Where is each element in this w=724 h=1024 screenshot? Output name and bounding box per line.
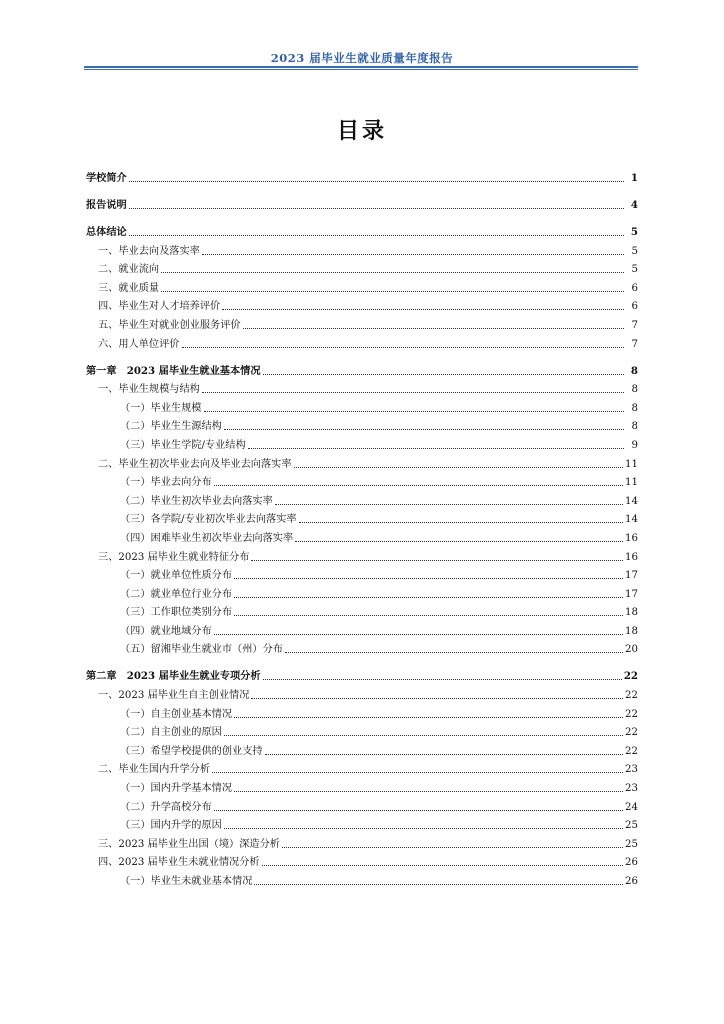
- toc-entry-page: 17: [625, 588, 638, 600]
- toc-entry[interactable]: [86, 834, 638, 853]
- toc-entry-label: （一）毕业去向分布: [120, 477, 212, 489]
- toc-entry-page: 22: [625, 745, 638, 757]
- toc-entry-label: （一）就业单位性质分布: [120, 570, 233, 582]
- toc-dot-leader: [204, 411, 625, 412]
- toc-entry[interactable]: [86, 640, 638, 659]
- toc-dot-leader: [212, 772, 623, 773]
- toc-entry[interactable]: [86, 187, 638, 214]
- toc-dot-leader: [285, 652, 623, 653]
- table-of-contents: [86, 160, 638, 890]
- toc-entry[interactable]: [86, 528, 638, 547]
- toc-entry-page: 6: [631, 301, 638, 313]
- toc-entry-label: （四）困难毕业生初次毕业去向落实率: [120, 532, 294, 544]
- toc-entry-label: （三）工作职位类别分布: [120, 607, 233, 619]
- toc-dot-leader: [248, 448, 624, 449]
- toc-entry-page: 16: [625, 551, 638, 563]
- toc-entry[interactable]: [86, 797, 638, 816]
- toc-entry-label: 一、毕业生规模与结构: [98, 384, 200, 396]
- toc-entry[interactable]: [86, 454, 638, 473]
- toc-entry[interactable]: [86, 214, 638, 241]
- toc-dot-leader: [224, 735, 623, 736]
- toc-entry-label: （二）自主创业的原因: [120, 727, 222, 739]
- toc-entry[interactable]: [86, 160, 638, 187]
- toc-dot-leader: [254, 884, 623, 885]
- toc-dot-leader: [265, 754, 623, 755]
- toc-dot-leader: [214, 810, 623, 811]
- toc-entry-label: （一）毕业生规模: [120, 402, 202, 414]
- toc-dot-leader: [299, 522, 623, 523]
- toc-entry-label: 二、毕业生初次毕业去向及毕业去向落实率: [98, 458, 292, 470]
- toc-entry-page: 11: [625, 458, 638, 470]
- toc-entry[interactable]: [86, 871, 638, 890]
- toc-dot-leader: [202, 254, 624, 255]
- toc-entry-page: 8: [631, 384, 638, 396]
- toc-entry-label: （五）留湘毕业生就业市（州）分布: [120, 644, 283, 656]
- toc-dot-leader: [224, 429, 624, 430]
- header-rule: [84, 66, 638, 68]
- toc-dot-leader: [295, 541, 623, 542]
- toc-entry-label: 二、就业流向: [98, 264, 160, 276]
- toc-dot-leader: [234, 615, 623, 616]
- toc-dot-leader: [234, 578, 623, 579]
- toc-entry[interactable]: [86, 380, 638, 399]
- toc-entry-label: （二）毕业生生源结构: [120, 421, 222, 433]
- toc-dot-leader: [224, 828, 623, 829]
- toc-entry-page: 18: [625, 607, 638, 619]
- toc-entry-label: （四）就业地域分布: [120, 625, 212, 637]
- toc-entry-page: 9: [631, 439, 638, 451]
- toc-dot-leader: [182, 347, 625, 348]
- toc-entry[interactable]: [86, 723, 638, 742]
- toc-dot-leader: [251, 698, 623, 699]
- toc-entry-page: 17: [625, 570, 638, 582]
- toc-entry-page: 8: [631, 402, 638, 414]
- toc-dot-leader: [214, 634, 623, 635]
- toc-entry[interactable]: [86, 603, 638, 622]
- toc-entry[interactable]: [86, 741, 638, 760]
- toc-entry-page: 26: [625, 876, 638, 887]
- toc-entry[interactable]: [86, 278, 638, 297]
- toc-entry[interactable]: [86, 685, 638, 704]
- toc-entry-label: （三）毕业生学院/专业结构: [120, 439, 246, 451]
- toc-entry-label: 第一章 2023 届毕业生就业基本情况: [86, 364, 261, 377]
- toc-entry-page: 5: [631, 264, 638, 276]
- toc-dot-leader: [129, 208, 624, 209]
- toc-entry[interactable]: [86, 334, 638, 353]
- toc-entry-page: 22: [625, 727, 638, 739]
- toc-entry-label: （二）毕业生初次毕业去向落实率: [120, 495, 273, 507]
- header-rule-thin: [84, 69, 638, 70]
- toc-entry-label: 五、毕业生对就业创业服务评价: [98, 319, 241, 331]
- toc-entry-page: 14: [625, 495, 638, 507]
- toc-entry[interactable]: [86, 241, 638, 260]
- toc-entry-page: 7: [631, 338, 638, 350]
- toc-dot-leader: [243, 328, 624, 329]
- toc-entry[interactable]: [86, 435, 638, 454]
- toc-entry-label: 总体结论: [86, 226, 127, 238]
- toc-entry[interactable]: [86, 704, 638, 723]
- toc-dot-leader: [263, 374, 624, 375]
- toc-dot-leader: [234, 717, 623, 718]
- toc-entry-page: 22: [625, 690, 638, 702]
- toc-entry-page: 23: [625, 783, 638, 795]
- toc-dot-leader: [129, 235, 624, 236]
- toc-entry-label: 四、2023 届毕业生未就业情况分析: [98, 857, 260, 869]
- toc-entry-label: （一）毕业生未就业基本情况: [120, 876, 253, 887]
- toc-entry-page: 22: [625, 708, 638, 720]
- toc-entry-page: 14: [625, 514, 638, 526]
- toc-entry[interactable]: [86, 315, 638, 334]
- toc-entry-label: 三、2023 届毕业生出国（境）深造分析: [98, 838, 280, 850]
- toc-entry-label: （三）各学院/专业初次毕业去向落实率: [120, 514, 297, 526]
- toc-entry-label: 一、2023 届毕业生自主创业情况: [98, 690, 250, 702]
- toc-entry-page: 23: [625, 764, 638, 776]
- toc-entry-label: （一）国内升学基本情况: [120, 783, 233, 795]
- toc-dot-leader: [282, 847, 623, 848]
- toc-entry-page: 8: [631, 421, 638, 433]
- toc-entry-page: 25: [625, 838, 638, 850]
- toc-entry[interactable]: [86, 778, 638, 797]
- toc-entry-label: 报告说明: [86, 199, 127, 211]
- toc-entry-label: 学校简介: [86, 172, 127, 184]
- toc-dot-leader: [234, 791, 623, 792]
- toc-entry[interactable]: [86, 491, 638, 510]
- toc-entry-page: 6: [631, 282, 638, 294]
- toc-entry[interactable]: [86, 547, 638, 566]
- toc-entry-page: 1: [630, 172, 638, 184]
- toc-entry[interactable]: [86, 260, 638, 279]
- toc-dot-leader: [129, 181, 624, 182]
- toc-entry[interactable]: [86, 816, 638, 835]
- toc-entry-page: 4: [630, 199, 638, 211]
- toc-entry-label: 二、毕业生国内升学分析: [98, 764, 211, 776]
- toc-dot-leader: [222, 309, 624, 310]
- toc-entry[interactable]: [86, 658, 638, 685]
- toc-dot-leader: [275, 504, 623, 505]
- toc-dot-leader: [161, 272, 624, 273]
- toc-entry-label: 三、2023 届毕业生就业特征分布: [98, 551, 250, 563]
- toc-dot-leader: [294, 467, 623, 468]
- toc-entry-label: 四、毕业生对人才培养评价: [98, 301, 221, 313]
- toc-entry[interactable]: [86, 473, 638, 492]
- toc-entry-label: 三、就业质量: [98, 282, 160, 294]
- toc-entry-page: 25: [625, 820, 638, 832]
- toc-dot-leader: [161, 291, 624, 292]
- toc-entry-page: 5: [631, 245, 638, 257]
- toc-entry-label: 一、毕业去向及落实率: [98, 245, 200, 257]
- toc-entry[interactable]: [86, 584, 638, 603]
- toc-entry[interactable]: [86, 353, 638, 380]
- toc-dot-leader: [263, 679, 622, 680]
- toc-entry-page: 5: [630, 226, 638, 238]
- toc-entry-label: （三）希望学校提供的创业支持: [120, 745, 263, 757]
- toc-entry-page: 16: [625, 532, 638, 544]
- toc-entry-page: 22: [623, 670, 638, 683]
- toc-dot-leader: [234, 597, 623, 598]
- toc-entry-page: 7: [631, 319, 638, 331]
- toc-entry-page: 18: [625, 625, 638, 637]
- toc-entry-label: （一）自主创业基本情况: [120, 708, 233, 720]
- toc-dot-leader: [214, 485, 623, 486]
- toc-entry[interactable]: [86, 417, 638, 436]
- toc-entry-label: （二）就业单位行业分布: [120, 588, 233, 600]
- toc-entry[interactable]: [86, 297, 638, 316]
- toc-entry-page: 20: [625, 644, 638, 656]
- toc-dot-leader: [251, 560, 623, 561]
- toc-entry[interactable]: [86, 760, 638, 779]
- toc-dot-leader: [202, 392, 624, 393]
- toc-entry-page: 24: [625, 801, 638, 813]
- toc-entry-page: 11: [625, 477, 638, 489]
- toc-entry-label: 第二章 2023 届毕业生就业专项分析: [86, 670, 261, 683]
- toc-title: 目录: [336, 118, 387, 144]
- toc-entry-label: （三）国内升学的原因: [120, 820, 222, 832]
- toc-entry[interactable]: [86, 853, 638, 872]
- toc-entry-label: （二）升学高校分布: [120, 801, 212, 813]
- toc-entry-page: 8: [630, 364, 638, 377]
- toc-entry[interactable]: [86, 398, 638, 417]
- toc-entry[interactable]: [86, 621, 638, 640]
- toc-entry-label: 六、用人单位评价: [98, 338, 180, 350]
- toc-entry[interactable]: [86, 510, 638, 529]
- toc-entry-page: 26: [625, 857, 638, 869]
- running-header-title: 2023 届毕业生就业质量年度报告: [270, 51, 454, 65]
- toc-entry[interactable]: [86, 566, 638, 585]
- toc-dot-leader: [262, 865, 623, 866]
